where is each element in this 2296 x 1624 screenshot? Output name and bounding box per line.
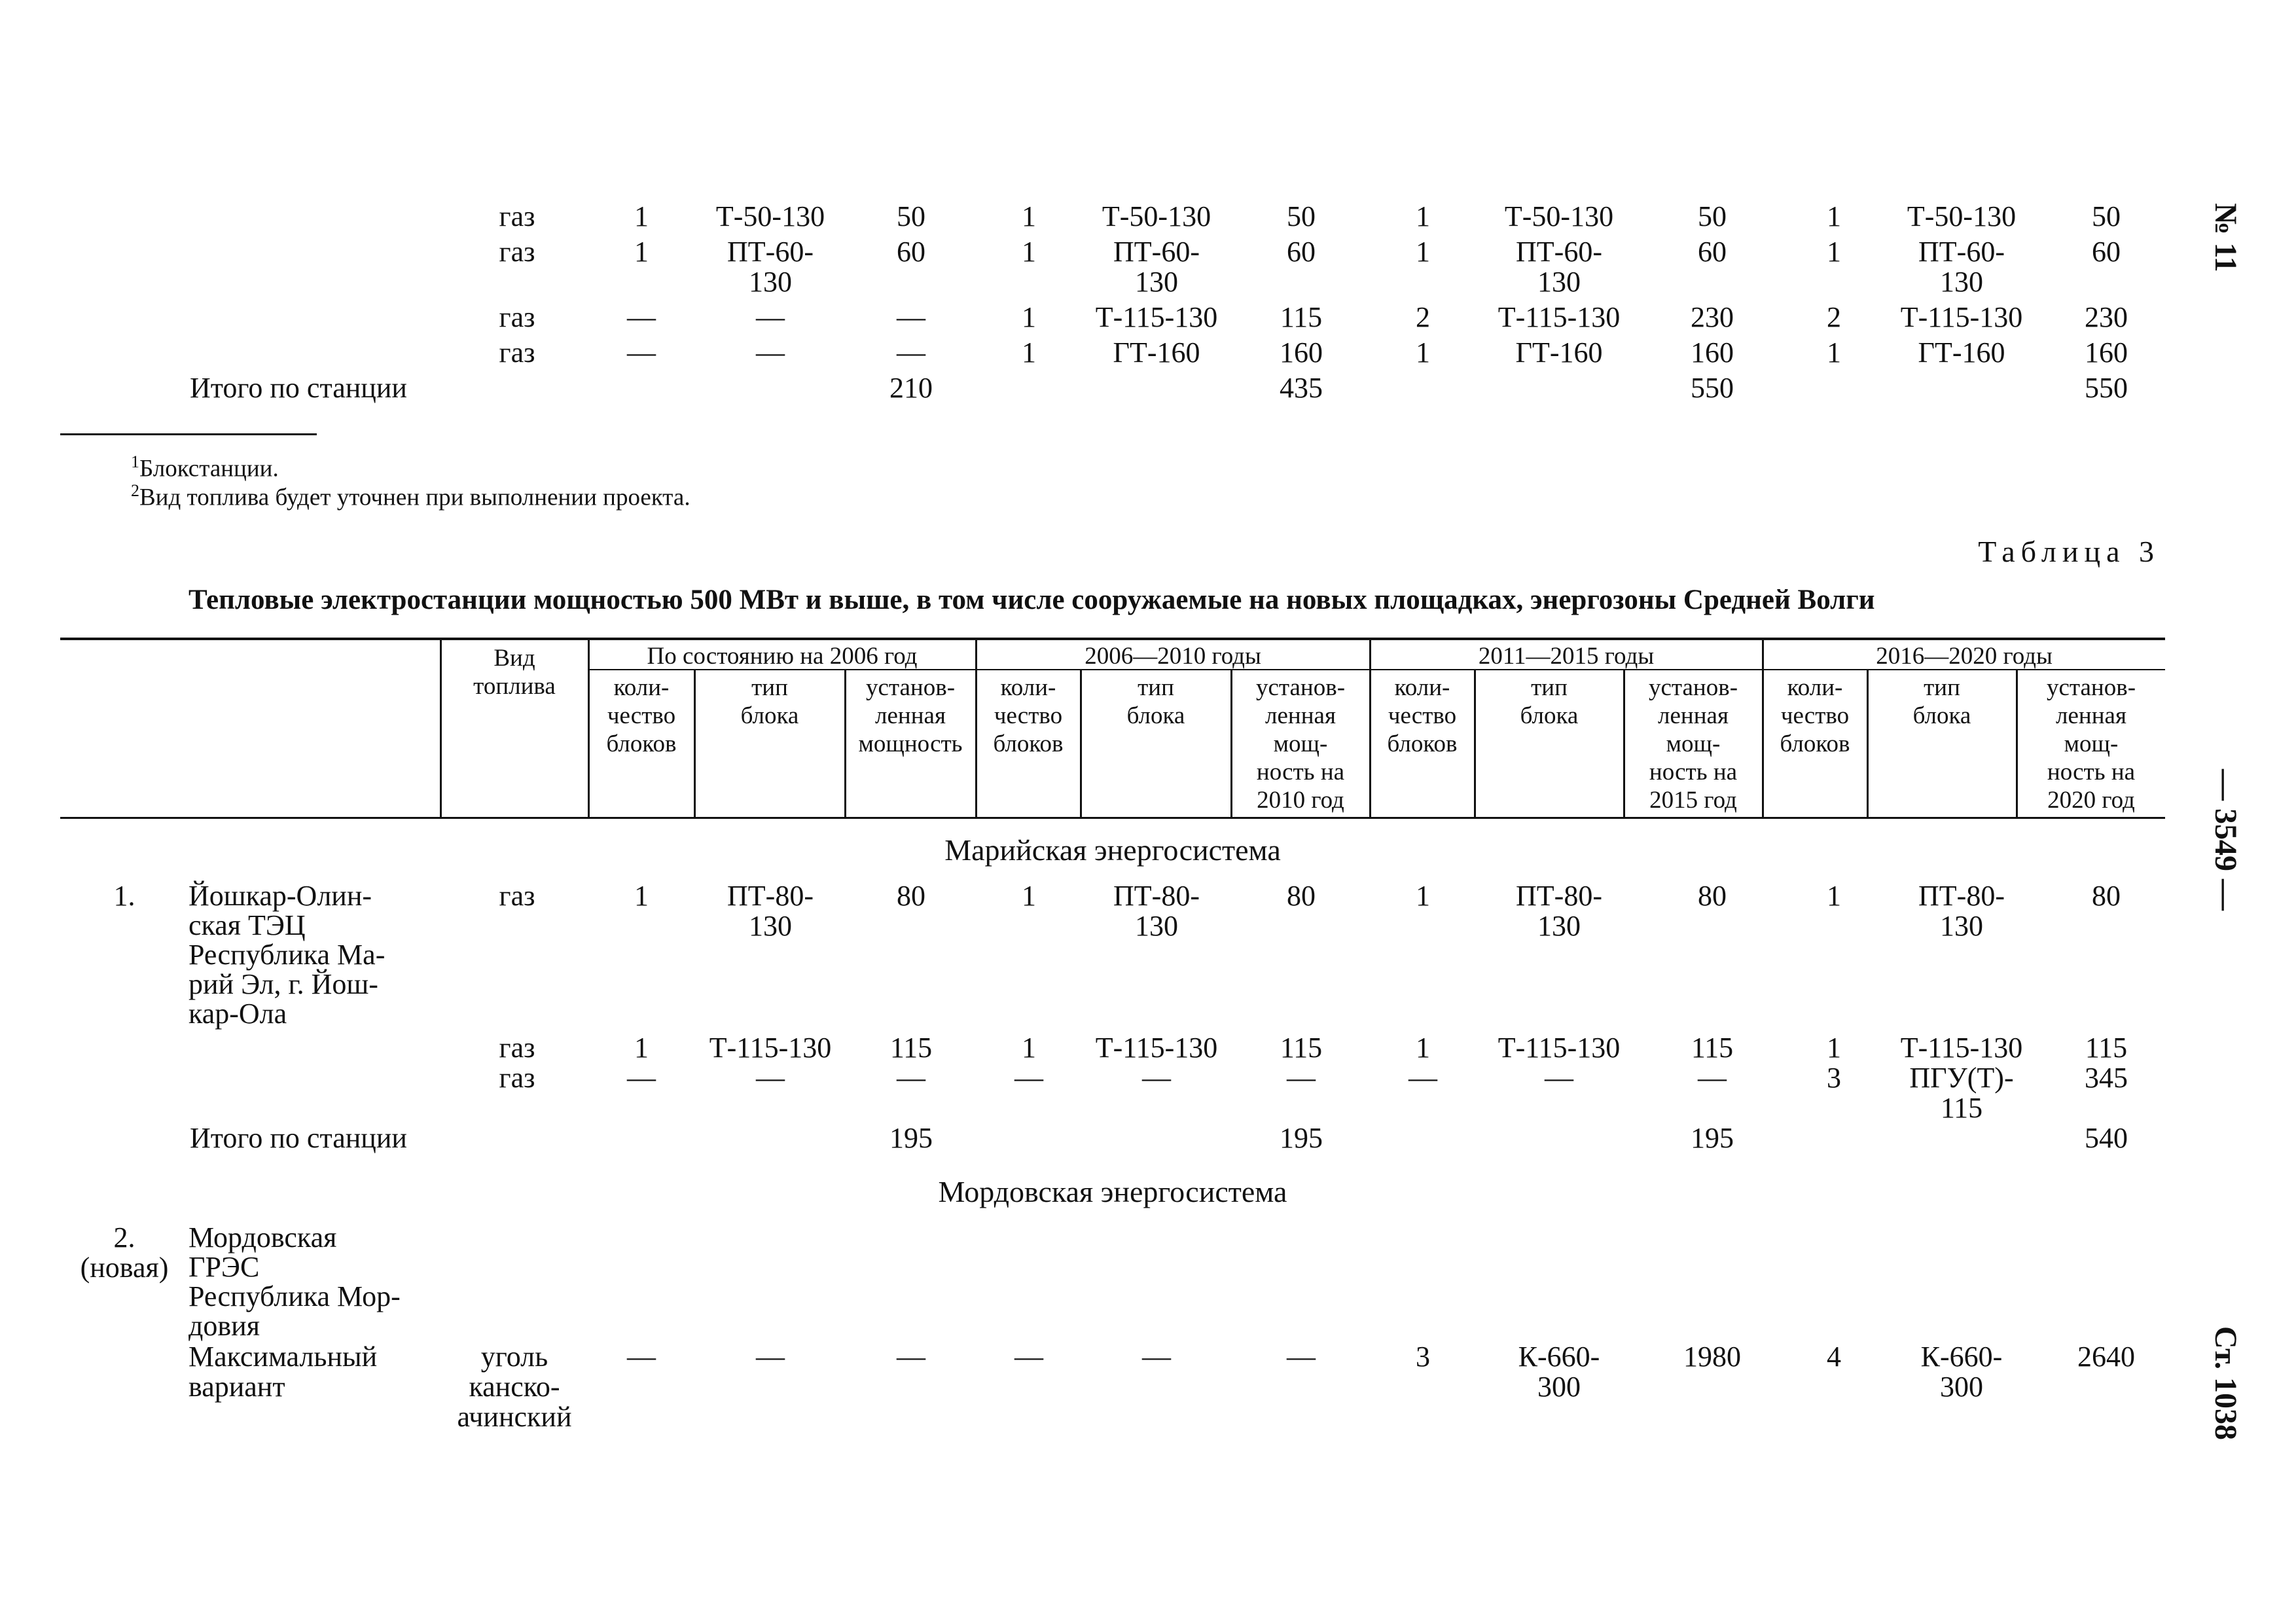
section-title: Марийская энергосистема [944, 833, 1281, 867]
header-capacity: установ- ленная мощность [858, 674, 963, 757]
header-period: 2016—2020 годы [1876, 643, 2053, 670]
capacity-cell: 160 [1280, 336, 1323, 369]
capacity-cell: 345 [2085, 1062, 2128, 1094]
total-value: 435 [1280, 372, 1323, 404]
type-cell: ГТ-160 [1918, 336, 2005, 369]
count-cell: 1 [1416, 880, 1430, 912]
fuel-cell: газ [499, 301, 535, 333]
footnote-separator [60, 433, 317, 435]
capacity-cell: — [1287, 1062, 1316, 1094]
fuel-cell: газ [499, 200, 535, 232]
type-cell: ПТ-80- 130 [1113, 880, 1200, 942]
capacity-cell: 115 [889, 1032, 933, 1064]
total-value: 540 [2085, 1122, 2128, 1154]
type-cell: ПТ-60- 130 [1918, 236, 2005, 298]
count-cell: 1 [1022, 200, 1036, 232]
station-name: Йошкар-Олин- ская ТЭЦ Республика Ма- рий Эл, г. Йош- кар-Ола [188, 880, 386, 1030]
type-cell: Т-115-130 [1900, 301, 2023, 333]
header-capacity: установ- ленная мощ- ность на 2010 год [1255, 674, 1346, 814]
station-number: 1. [113, 880, 135, 912]
count-cell: 1 [1827, 336, 1841, 369]
fuel-cell: газ [499, 1032, 535, 1064]
count-cell: 1 [634, 200, 649, 232]
type-cell: — [1142, 1341, 1171, 1373]
section-title: Мордовская энергосистема [938, 1175, 1287, 1208]
type-cell: Т-50-130 [1504, 200, 1614, 232]
table-title: Тепловые электростанции мощностью 500 МВт и выше, в том числе сооружаемые на новых площадках, энергозоны Средней Волги [188, 585, 1875, 615]
capacity-cell: 80 [1287, 880, 1316, 912]
variant-label: Максимальный вариант [188, 1341, 378, 1403]
type-cell: ПТ-60- 130 [1113, 236, 1200, 298]
type-cell: ПТ-80- 130 [1918, 880, 2005, 942]
header-bottom-rule [60, 817, 2165, 819]
fuel-cell: газ [499, 336, 535, 369]
count-cell: 3 [1416, 1341, 1430, 1373]
type-cell: ПТ-60- 130 [727, 236, 814, 298]
capacity-cell: — [897, 1341, 925, 1373]
total-value: 195 [1280, 1122, 1323, 1154]
type-cell: К-660- 300 [1518, 1341, 1600, 1403]
header-type: тип блока [1520, 674, 1579, 729]
total-value: 195 [889, 1122, 933, 1154]
header-capacity: установ- ленная мощ- ность на 2015 год [1648, 674, 1738, 814]
capacity-cell: 230 [2085, 301, 2128, 333]
type-cell: — [756, 1341, 785, 1373]
footnote [131, 449, 1047, 482]
count-cell: 1 [1416, 200, 1430, 232]
count-cell: 2 [1416, 301, 1430, 333]
header-capacity: установ- ленная мощ- ность на 2020 год [2046, 674, 2136, 814]
station-name: Мордовская ГРЭС Республика Мор- довия [188, 1221, 401, 1342]
count-cell: — [1408, 1062, 1437, 1094]
capacity-cell: 160 [1691, 336, 1734, 369]
capacity-cell: 60 [1698, 236, 1727, 268]
capacity-cell: 50 [1287, 200, 1316, 232]
type-cell: ПТ-80- 130 [1516, 880, 1602, 942]
fuel-cell: газ [499, 1062, 535, 1094]
count-cell: 1 [1416, 236, 1430, 268]
type-cell: Т-115-130 [709, 1032, 832, 1064]
count-cell: 1 [1022, 1032, 1036, 1064]
header-type: тип блока [740, 674, 799, 729]
type-cell: — [756, 336, 785, 369]
total-label: Итого по станции [190, 372, 407, 404]
count-cell: 1 [634, 236, 649, 268]
type-cell: Т-115-130 [1095, 301, 1218, 333]
capacity-cell: — [897, 336, 925, 369]
count-cell: 1 [634, 880, 649, 912]
count-cell: — [1014, 1062, 1043, 1094]
header-type: тип блока [1126, 674, 1185, 729]
count-cell: 1 [1827, 1032, 1841, 1064]
count-cell: — [1014, 1341, 1043, 1373]
capacity-cell: 160 [2085, 336, 2128, 369]
count-cell: — [627, 336, 656, 369]
type-cell: — [1142, 1062, 1171, 1094]
count-cell: 4 [1827, 1341, 1841, 1373]
header-count: коли- чество блоков [1780, 674, 1850, 757]
count-cell: — [627, 301, 656, 333]
capacity-cell: 60 [1287, 236, 1316, 268]
total-value: 210 [889, 372, 933, 404]
type-cell: Т-115-130 [1095, 1032, 1218, 1064]
capacity-cell: 50 [1698, 200, 1727, 232]
type-cell: Т-115-130 [1498, 1032, 1621, 1064]
type-cell: Т-115-130 [1900, 1032, 2023, 1064]
capacity-cell: 115 [1280, 1032, 1323, 1064]
count-cell: 3 [1827, 1062, 1841, 1094]
capacity-cell: 50 [2092, 200, 2121, 232]
capacity-cell: — [1287, 1341, 1316, 1373]
capacity-cell: 60 [897, 236, 925, 268]
count-cell: 1 [1416, 1032, 1430, 1064]
fuel-cell: уголь канско- ачинский [457, 1341, 572, 1433]
table-label: Таблица 3 [1978, 535, 2160, 568]
capacity-cell: — [897, 301, 925, 333]
total-label: Итого по станции [190, 1122, 407, 1154]
count-cell: 1 [1416, 336, 1430, 369]
header-type: тип блока [1912, 674, 1971, 729]
header-count: коли- чество блоков [606, 674, 677, 757]
fuel-cell: газ [499, 880, 535, 912]
capacity-cell: 50 [897, 200, 925, 232]
count-cell: 1 [1827, 200, 1841, 232]
count-cell: 1 [1827, 236, 1841, 268]
type-cell: — [1545, 1062, 1573, 1094]
count-cell: — [627, 1062, 656, 1094]
footnote-text: Блокстанции. [139, 455, 279, 482]
footnote [131, 478, 1178, 511]
header-top-rule [60, 638, 2165, 640]
page-number: — 3549 — [2208, 769, 2243, 911]
type-cell: Т-50-130 [1907, 200, 2017, 232]
fuel-cell: газ [499, 236, 535, 268]
type-cell: — [756, 1062, 785, 1094]
type-cell: К-660- 300 [1920, 1341, 2003, 1403]
total-value: 550 [2085, 372, 2128, 404]
type-cell: Т-115-130 [1498, 301, 1621, 333]
total-value: 195 [1691, 1122, 1734, 1154]
header-count: коли- чество блоков [993, 674, 1064, 757]
capacity-cell: 115 [1691, 1032, 1734, 1064]
count-cell: 1 [1022, 301, 1036, 333]
capacity-cell: 1980 [1683, 1341, 1741, 1373]
count-cell: 1 [1022, 336, 1036, 369]
footnote-mark: 2 [131, 481, 139, 500]
count-cell: — [627, 1341, 656, 1373]
total-value: 550 [1691, 372, 1734, 404]
header-fuel: Вид топлива [473, 645, 556, 700]
station-number: 2. (новая) [80, 1221, 169, 1284]
count-cell: 1 [1022, 236, 1036, 268]
capacity-cell: 115 [1280, 301, 1323, 333]
article-number: Ст. 1038 [2208, 1326, 2243, 1440]
footnote-mark: 1 [131, 452, 139, 471]
count-cell: 2 [1827, 301, 1841, 333]
header-period: 2011—2015 годы [1478, 643, 1655, 670]
count-cell: 1 [1022, 880, 1036, 912]
type-cell: ГТ-160 [1515, 336, 1603, 369]
capacity-cell: 2640 [2077, 1341, 2135, 1373]
header-period: 2006—2010 годы [1085, 643, 1261, 670]
capacity-cell: 230 [1691, 301, 1734, 333]
capacity-cell: — [897, 1062, 925, 1094]
count-cell: 1 [1827, 880, 1841, 912]
capacity-cell: 80 [897, 880, 925, 912]
header-count: коли- чество блоков [1387, 674, 1458, 757]
type-cell: Т-50-130 [715, 200, 825, 232]
issue-number: № 11 [2208, 203, 2243, 272]
type-cell: ПГУ(Т)- 115 [1909, 1062, 2014, 1124]
footnote-text: Вид топлива будет уточнен при выполнении проекта. [139, 484, 691, 511]
type-cell: Т-50-130 [1102, 200, 1211, 232]
count-cell: 1 [634, 1032, 649, 1064]
type-cell: ПТ-60- 130 [1516, 236, 1602, 298]
type-cell: — [756, 301, 785, 333]
capacity-cell: — [1698, 1062, 1727, 1094]
capacity-cell: 115 [2085, 1032, 2128, 1064]
header-period: По состоянию на 2006 год [647, 643, 918, 670]
type-cell: ПТ-80- 130 [727, 880, 814, 942]
capacity-cell: 80 [1698, 880, 1727, 912]
type-cell: ГТ-160 [1113, 336, 1200, 369]
capacity-cell: 80 [2092, 880, 2121, 912]
capacity-cell: 60 [2092, 236, 2121, 268]
